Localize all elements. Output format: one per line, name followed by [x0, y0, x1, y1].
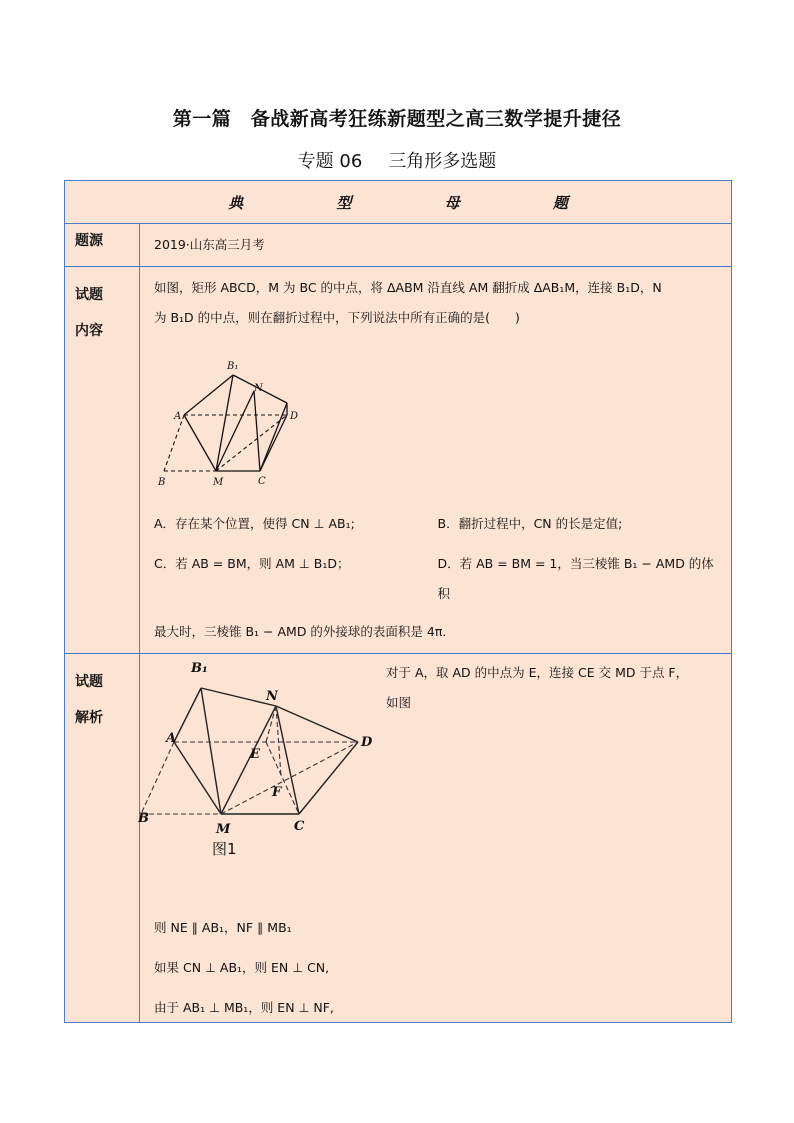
content-label — [65, 267, 140, 654]
content-label-line: 内容 — [75, 323, 103, 339]
label-b: B — [138, 811, 149, 826]
analysis-text: 对于 A，取 AD 的中点为 E，连接 CE 交 MD 于点 F， — [386, 665, 689, 680]
label-m: M — [213, 477, 224, 488]
label-a: A — [174, 411, 182, 422]
label-b1: B₁ — [191, 661, 208, 676]
page-title: 第一篇 备战新高考狂练新题型之高三数学提升捷径 — [172, 108, 622, 130]
label-n: N — [254, 383, 263, 394]
analysis-line: 则 NE ∥ AB₁，NF ∥ MB₁ — [154, 920, 292, 935]
analysis-line: 如果 CN ⊥ AB₁，则 EN ⊥ CN, — [154, 960, 330, 975]
question-stem: 为 B₁D 的中点，则在翻折过程中，下列说法中所有正确的是( ) — [154, 310, 520, 325]
analysis-side-text — [386, 658, 723, 718]
figure-caption: 图1 — [212, 840, 237, 858]
label-f: F — [272, 785, 282, 800]
option-c: C．若 AB = BM，则 AM ⊥ B₁D； — [154, 556, 350, 571]
label-d: D — [290, 411, 299, 422]
label-m: M — [216, 822, 231, 837]
subtitle-number: 专题 06 — [297, 151, 363, 172]
label-n: N — [266, 689, 278, 704]
header-char: 题 — [552, 193, 568, 212]
problem-table — [64, 180, 732, 1023]
subtitle-topic: 三角形多选题 — [388, 151, 497, 172]
source-value: 2019·山东高三月考 — [140, 224, 732, 267]
question-cell — [140, 267, 732, 654]
label-e: E — [250, 747, 260, 762]
label-b1: B₁ — [227, 361, 239, 372]
header-char: 典 — [228, 193, 244, 212]
header-char: 母 — [444, 193, 460, 212]
label-a: A — [166, 731, 177, 746]
question-stem: 如图，矩形 ABCD，M 为 BC 的中点，将 ΔABM 沿直线 AM 翻折成 ΔAB₁M，连接 B₁D，N — [154, 280, 662, 295]
label-d: D — [361, 735, 373, 750]
question-figure — [154, 353, 324, 503]
content-label-line: 试题 — [75, 287, 103, 303]
analysis-line: 由于 AB₁ ⊥ MB₁，则 EN ⊥ NF, — [154, 1000, 334, 1015]
analysis-figure — [138, 658, 386, 868]
label-b: B — [158, 477, 166, 488]
table-header — [65, 181, 732, 224]
analysis-label — [65, 654, 140, 1023]
option-b: B．翻折过程中，CN 的长是定值; — [437, 516, 623, 531]
label-c: C — [258, 476, 266, 487]
page-subtitle — [0, 147, 794, 173]
option-d: D．若 AB = BM = 1，当三棱锥 B₁ − AMD 的体积 — [437, 556, 714, 601]
analysis-lines — [154, 908, 723, 1028]
label-c: C — [294, 819, 305, 834]
source-label: 题源 — [65, 224, 140, 267]
analysis-text: 如图 — [386, 695, 412, 710]
option-d-continued: 最大时，三棱锥 B₁ − AMD 的外接球的表面积是 4π． — [154, 624, 455, 639]
header-char: 型 — [336, 193, 352, 212]
analysis-cell — [140, 654, 732, 1023]
option-a: A．存在某个位置，使得 CN ⊥ AB₁; — [154, 516, 355, 531]
analysis-label-line: 试题 — [75, 674, 103, 690]
analysis-label-line: 解析 — [75, 710, 103, 726]
